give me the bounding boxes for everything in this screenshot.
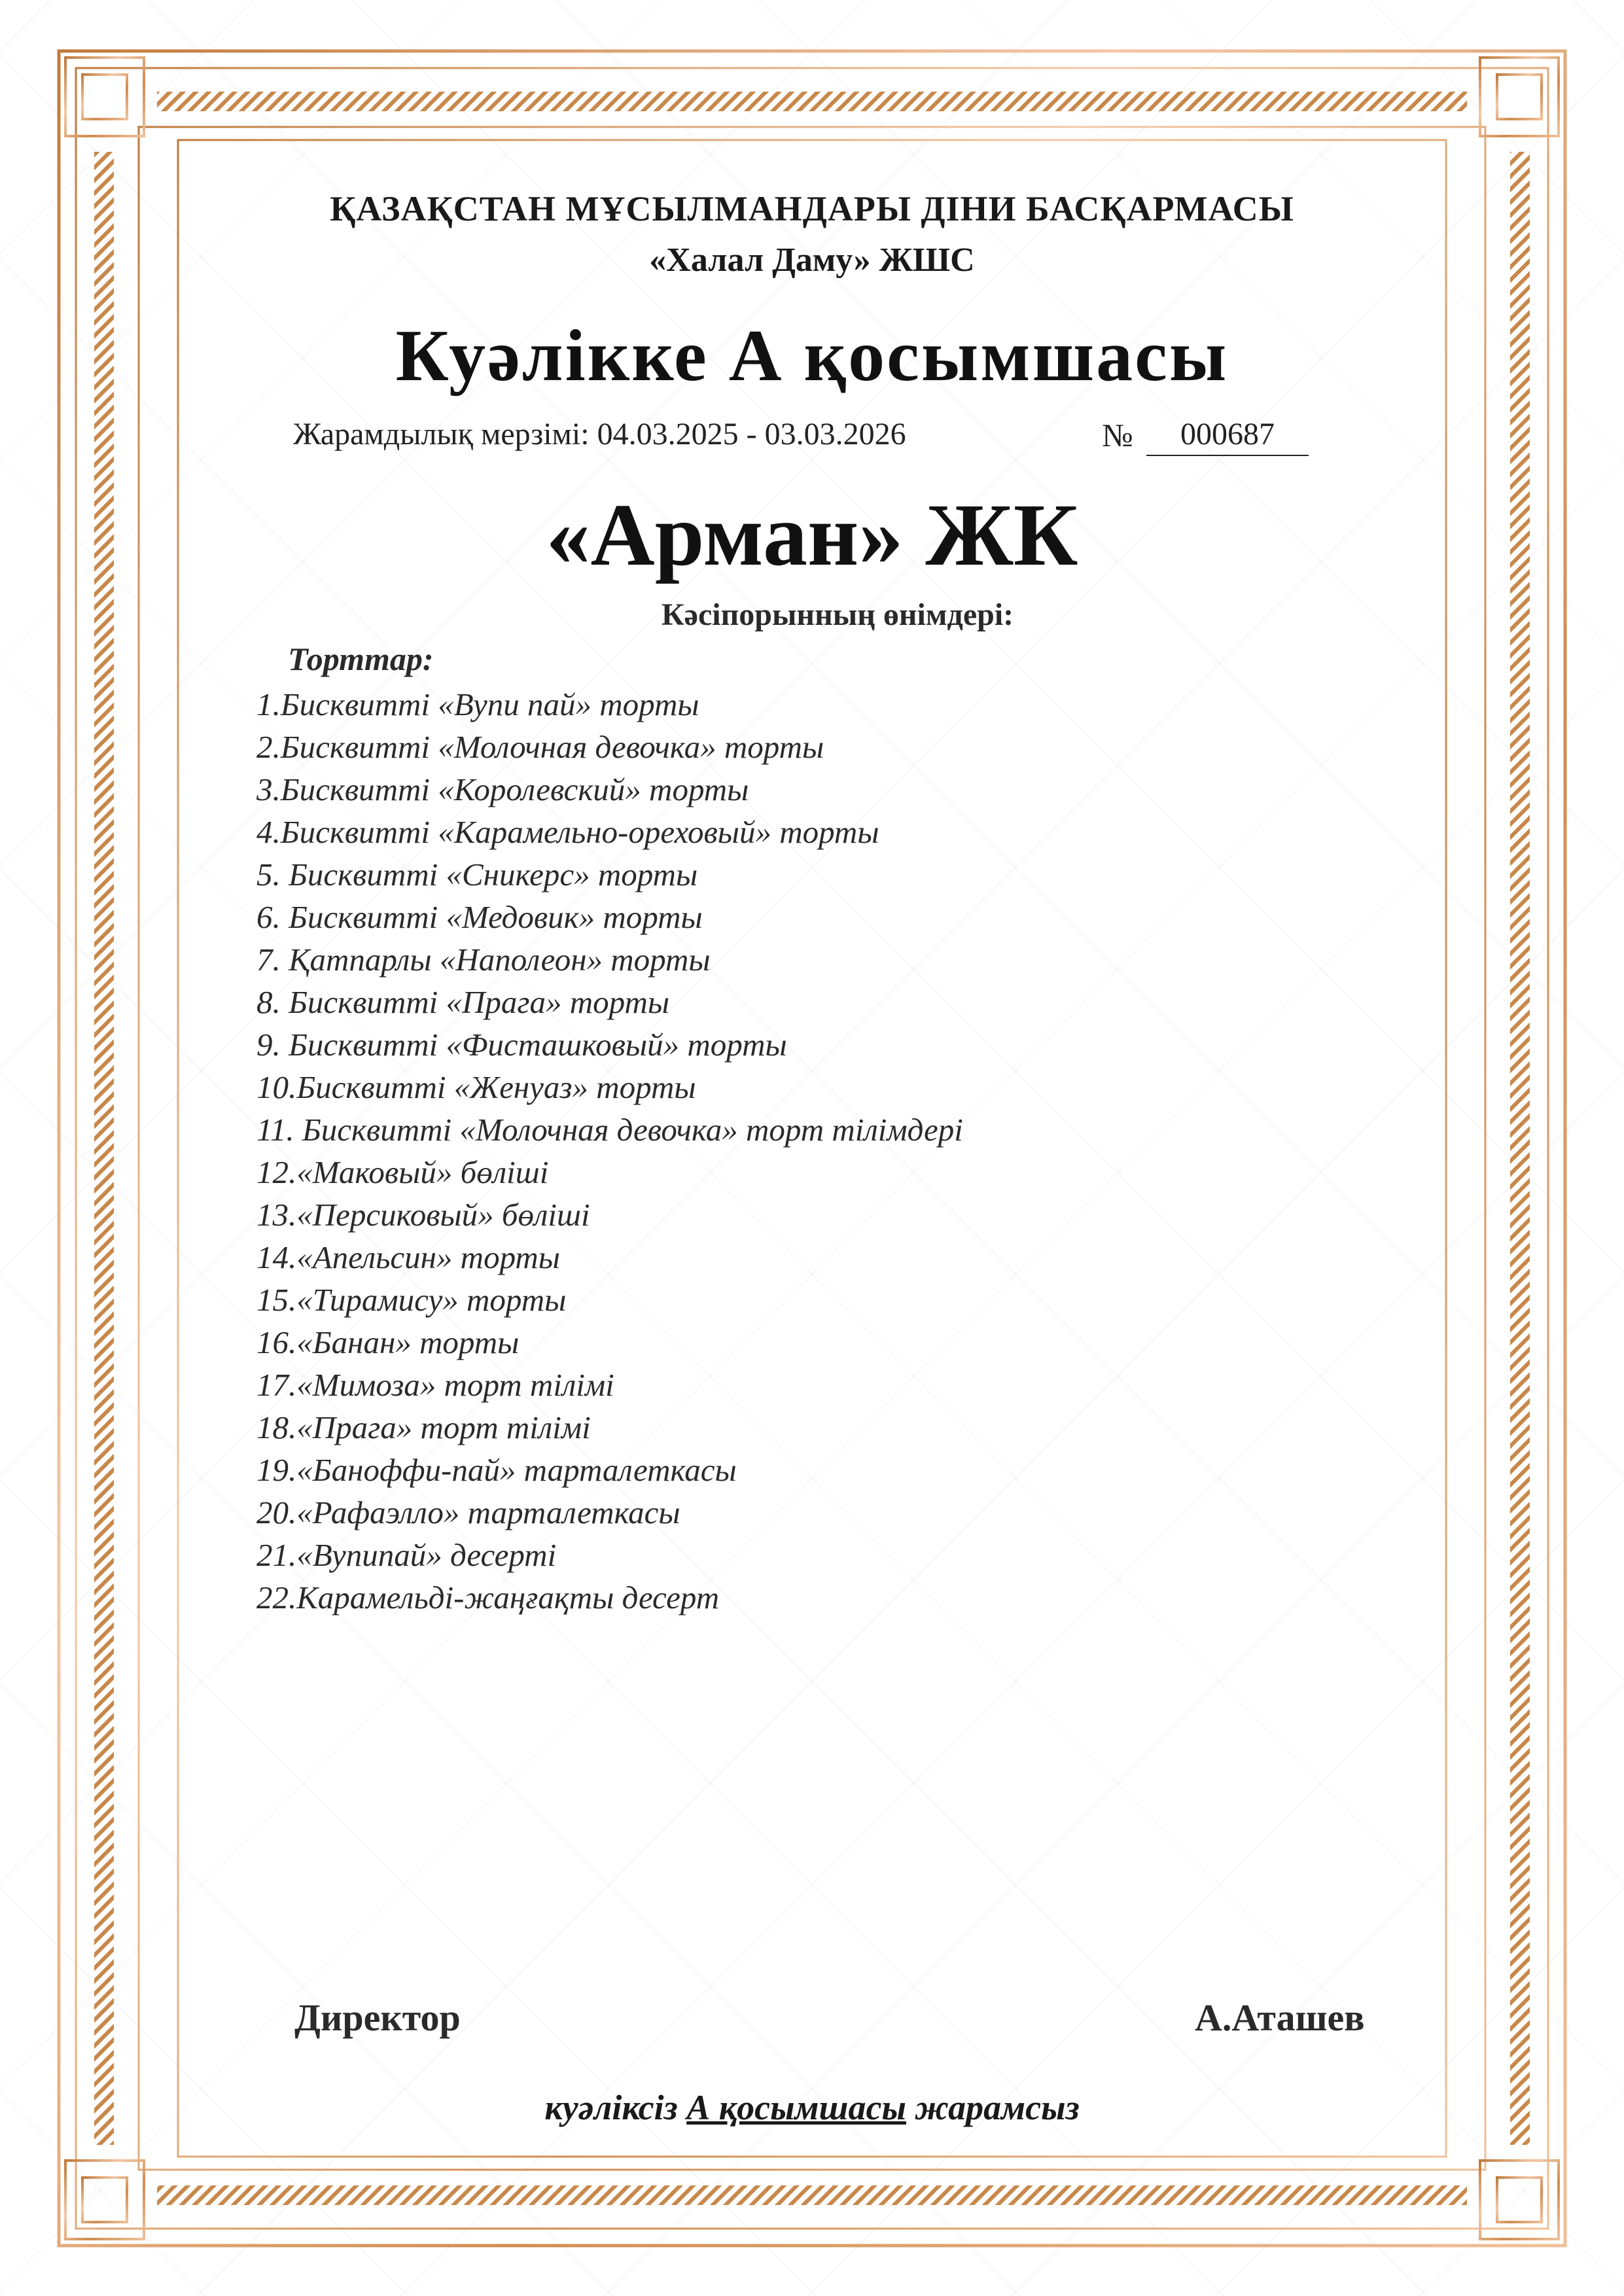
list-item: 10.Бисквитті «Женуаз» торты bbox=[256, 1069, 696, 1105]
list-item: 4.Бисквитті «Карамельно-ореховый» торты bbox=[256, 814, 879, 850]
enterprise-name: «Арман» ЖК bbox=[546, 486, 1078, 584]
category-title: Торттар: bbox=[288, 641, 434, 677]
list-item: 18.«Прага» торт тілімі bbox=[256, 1409, 591, 1445]
list-item: 6. Бисквитті «Медовик» торты bbox=[256, 899, 703, 935]
list-item: 1.Бисквитті «Вупи пай» торты bbox=[256, 686, 699, 722]
list-item: 2.Бисквитті «Молочная девочка» торты bbox=[256, 729, 824, 765]
list-item: 3.Бисквитті «Королевский» торты bbox=[256, 771, 749, 807]
validity-period: Жарамдылық мерзімі: 04.03.2025 - 03.03.2026 bbox=[293, 417, 906, 451]
list-item: 19.«Баноффи-пай» тарталеткасы bbox=[256, 1452, 737, 1488]
list-item: 5. Бисквитті «Сникерс» торты bbox=[256, 857, 698, 892]
list-item: 8. Бисквитті «Прага» торты bbox=[256, 984, 670, 1020]
list-item: 20.«Рафаэлло» тарталеткасы bbox=[256, 1494, 680, 1530]
certificate-number: 000687 bbox=[1146, 416, 1309, 456]
document-title: Куәлікке А қосымшасы bbox=[395, 315, 1229, 397]
number-sign: № bbox=[1102, 417, 1133, 453]
validity-note-underlined: А қосымшасы bbox=[686, 2088, 906, 2127]
issuer-company: «Халал Даму» ЖШС bbox=[649, 241, 975, 279]
signatory-position: Директор bbox=[294, 1996, 461, 2039]
list-item: 16.«Банан» торты bbox=[256, 1324, 520, 1360]
list-item: 7. Қатпарлы «Наполеон» торты bbox=[256, 942, 711, 978]
validity-note bbox=[0, 2087, 1624, 2128]
list-item: 13.«Персиковый» бөліші bbox=[256, 1197, 590, 1233]
list-item: 11. Бисквитті «Молочная девочка» торт тілімдері bbox=[256, 1112, 963, 1148]
list-item: 9. Бисквитті «Фисташковый» торты bbox=[256, 1027, 787, 1063]
signatory-name: А.Аташев bbox=[1195, 1996, 1365, 2039]
products-heading: Кәсіпорынның өнімдері: bbox=[661, 597, 1014, 632]
list-item: 12.«Маковый» бөліші bbox=[256, 1154, 549, 1190]
organization-name: ҚАЗАҚСТАН МҰСЫЛМАНДАРЫ ДІНИ БАСҚАРМАСЫ bbox=[330, 189, 1294, 228]
list-item: 17.«Мимоза» торт тілімі bbox=[256, 1367, 614, 1403]
list-item: 15.«Тирамису» торты bbox=[256, 1282, 567, 1318]
list-item: 21.«Вупипай» десерті bbox=[256, 1537, 557, 1573]
product-list bbox=[256, 683, 963, 1619]
list-item: 22.Карамельді-жаңғақты десерт bbox=[256, 1580, 720, 1616]
list-item: 14.«Апельсин» торты bbox=[256, 1239, 560, 1275]
validity-note-start: куәліксіз bbox=[544, 2088, 687, 2127]
validity-note-end: жарамсыз bbox=[906, 2088, 1080, 2127]
